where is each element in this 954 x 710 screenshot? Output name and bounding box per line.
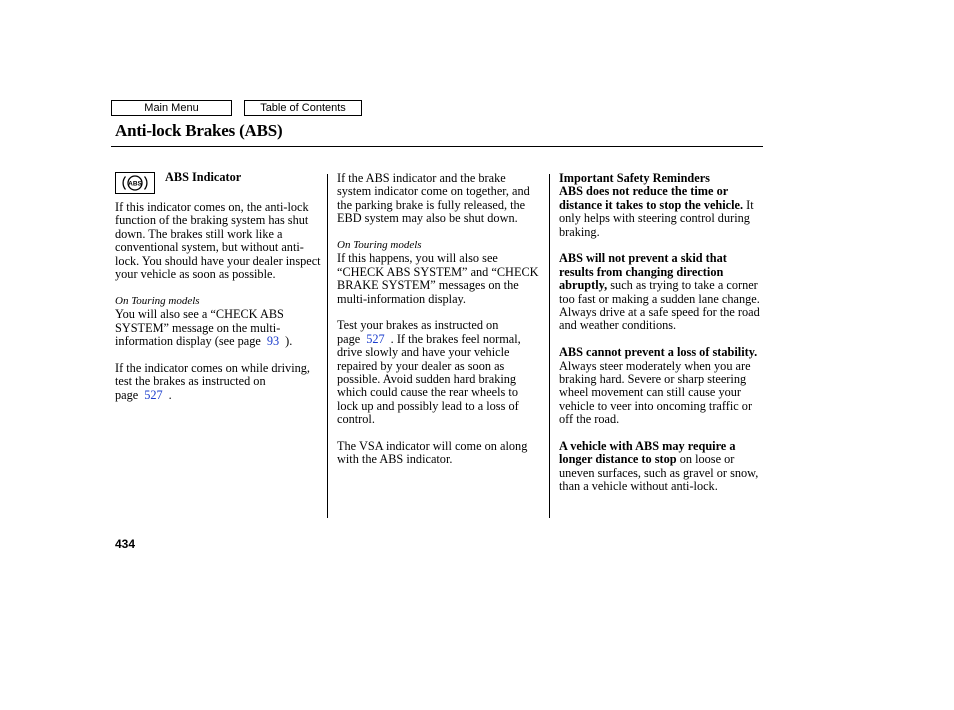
test-brakes-text: Test your brakes as instructed on page [337,318,499,346]
safety-text-3: Always steer moderately when you are braking hard. Severe or sharp steering wheel movement can still cause your vehicle to veer into oncoming traffic or off the road. [559,358,753,427]
safety-paragraph-1 [559,172,763,239]
page-title: Anti-lock Brakes (ABS) [115,121,283,140]
touring-note: On Touring models [115,294,200,307]
touring-text: You will also see a “CHECK ABS SYSTEM” message on the multi-information display (see page [115,307,284,349]
abs-warning-icon [116,173,154,193]
page-link-527[interactable]: 527 [144,387,163,402]
column-ebd [337,172,542,480]
main-menu-button[interactable]: Main Menu [111,100,232,116]
abs-indicator-icon-frame [115,172,155,194]
safety-text-4: on loose or uneven surfaces, such as gravel or snow, than a vehicle without anti-lock. [559,452,759,494]
page-number: 434 [115,537,136,551]
table-of-contents-button[interactable]: Table of Contents [244,100,362,116]
title-divider [111,146,763,147]
column-safety-reminders [559,172,763,507]
abs-indicator-heading: ABS Indicator [165,170,242,184]
safety-paragraph-3 [559,346,763,426]
test-brakes-paragraph [337,319,542,426]
safety-paragraph-2 [559,252,763,332]
safety-paragraph-4 [559,440,763,494]
touring-messages-text: If this happens, you will also see “CHECK ABS SYSTEM” and “CHECK BRAKE SYSTEM” messages on the multi-information display. [337,251,539,306]
svg-text:ABS: ABS [128,180,142,188]
safety-bold-3: ABS cannot prevent a loss of stability. [559,345,758,360]
touring-messages-paragraph [337,239,542,306]
driving-text: If the indicator comes on while driving, test the brakes as instructed on page [115,360,310,402]
abs-indicator-paragraph: If this indicator comes on, the anti-lock function of the braking system has shut down. The brakes still work like a conventional system, but without anti-lock. You should have your dealer inspect your vehicle as soon as possible. [115,200,321,282]
driving-text-end: . [168,387,172,402]
ebd-paragraph: If the ABS indicator and the brake system indicator come on together, and the parking brake is fully released, the EBD system may also be shut down. [337,171,530,226]
page-link-527[interactable]: 527 [366,331,385,346]
test-brakes-text-end: . If the brakes feel normal, drive slowly and have your vehicle repaired by your dealer as soon as possible. Avoid sudden hard braking which could cause the rear wheels to lock up and possibly lead to a loss of control. [337,331,521,427]
column-divider [327,174,328,518]
column-divider [549,174,550,518]
touring-text-end: ). [285,334,293,349]
safety-bold-4: A vehicle with ABS may require a longer distance to stop [559,439,736,467]
safety-bold-2: ABS will not prevent a skid that results from changing direction abruptly, [559,251,727,293]
safety-text-2: such as trying to take a corner too fast or making a sudden lane change. Always drive at a safe speed for the road and weather conditions. [559,278,760,333]
driving-paragraph [115,362,321,402]
safety-bold-1: ABS does not reduce the time or distance it takes to stop the vehicle. [559,184,744,212]
safety-heading: Important Safety Reminders [559,171,710,185]
abs-indicator-header [115,172,321,199]
vsa-paragraph: The VSA indicator will come on along with the ABS indicator. [337,439,528,467]
page-link-93[interactable]: 93 [266,334,280,349]
safety-text-1: It only helps with steering control during braking. [559,197,754,239]
touring-note: On Touring models [337,239,422,252]
column-abs-indicator [115,172,321,415]
touring-paragraph [115,295,321,349]
